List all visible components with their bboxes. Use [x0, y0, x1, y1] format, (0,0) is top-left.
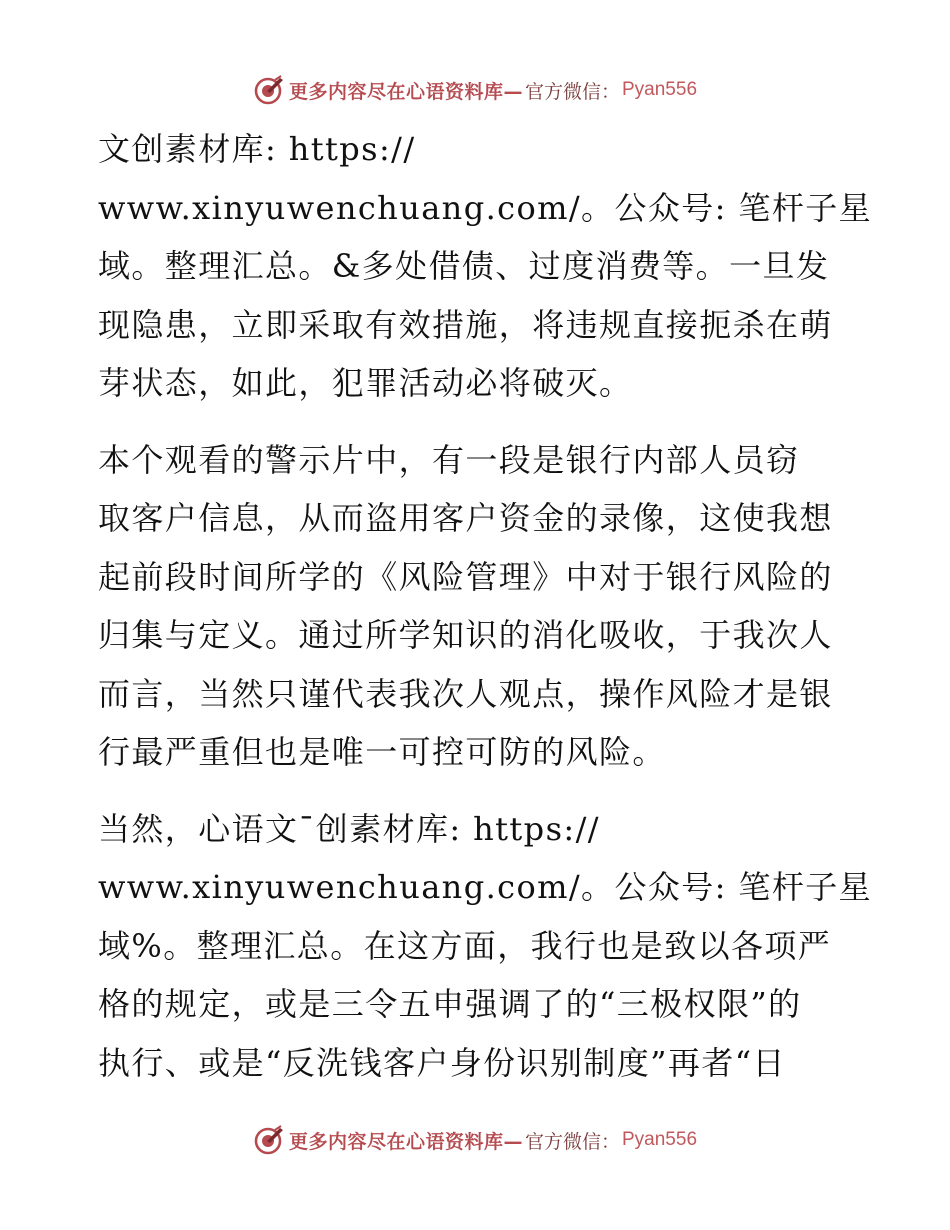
brand-logo-icon: [253, 1124, 285, 1156]
paragraph-1: [98, 120, 873, 413]
text-line: 格的规定，或是三令五申强调了的“三极权限”的: [98, 985, 802, 1023]
header-wechat-id: Pyan556: [622, 79, 698, 100]
footer-banner-text: 更多内容尽在心语资料库—: [288, 1130, 523, 1153]
text-line: 芽状态，如此，犯罪活动必将破灭。: [98, 364, 633, 402]
text-line: 本个观看的警示片中，有一段是银行内部人员窃: [98, 440, 800, 479]
header-banner: [0, 70, 950, 110]
text-line: 起前段时间所学的《风险管理》中对于银行风险的: [98, 557, 833, 596]
text-line: 归集与定义。通过所学知识的消化吸收，于我次人: [98, 616, 833, 654]
paragraph-3: [98, 800, 873, 1093]
text-line: 现隐患，立即采取有效措施，将违规直接扼杀在萌: [98, 305, 833, 344]
footer-wechat-id: Pyan556: [622, 1129, 698, 1150]
text-line: 而言，当然只谨代表我次人观点，操作风险才是银: [98, 674, 833, 713]
footer-wechat-label: 官方微信：: [524, 1130, 620, 1153]
text-line: www.xinyuwenchuang.com/。公众号: 笔杆子星: [98, 868, 873, 906]
paragraph-2: [98, 431, 858, 782]
text-line: 取客户信息，从而盗用客户资金的录像，这使我想: [98, 499, 833, 537]
text-line: 执行、或是“反洗钱客户身份识别制度”再者“日: [98, 1043, 786, 1082]
header-banner-text: 更多内容尽在心语资料库—: [288, 80, 523, 103]
header-wechat-label: 官方微信：: [524, 80, 620, 103]
text-line: 行最严重但也是唯一可控可防的风险。: [98, 733, 666, 771]
text-line: 当然，心语文¯创素材库: https://: [98, 809, 600, 848]
text-line: 文创素材库: https://: [98, 130, 416, 168]
document-body: [98, 120, 873, 1092]
text-line: 域。整理汇总。&多处借债、过度消费等。一旦发: [98, 247, 830, 285]
text-line: 域%。整理汇总。在这方面，我行也是致以各项严: [98, 926, 832, 965]
text-line: www.xinyuwenchuang.com/。公众号: 笔杆子星: [98, 188, 873, 227]
footer-banner: [0, 1120, 950, 1160]
brand-logo-icon: [253, 74, 285, 106]
